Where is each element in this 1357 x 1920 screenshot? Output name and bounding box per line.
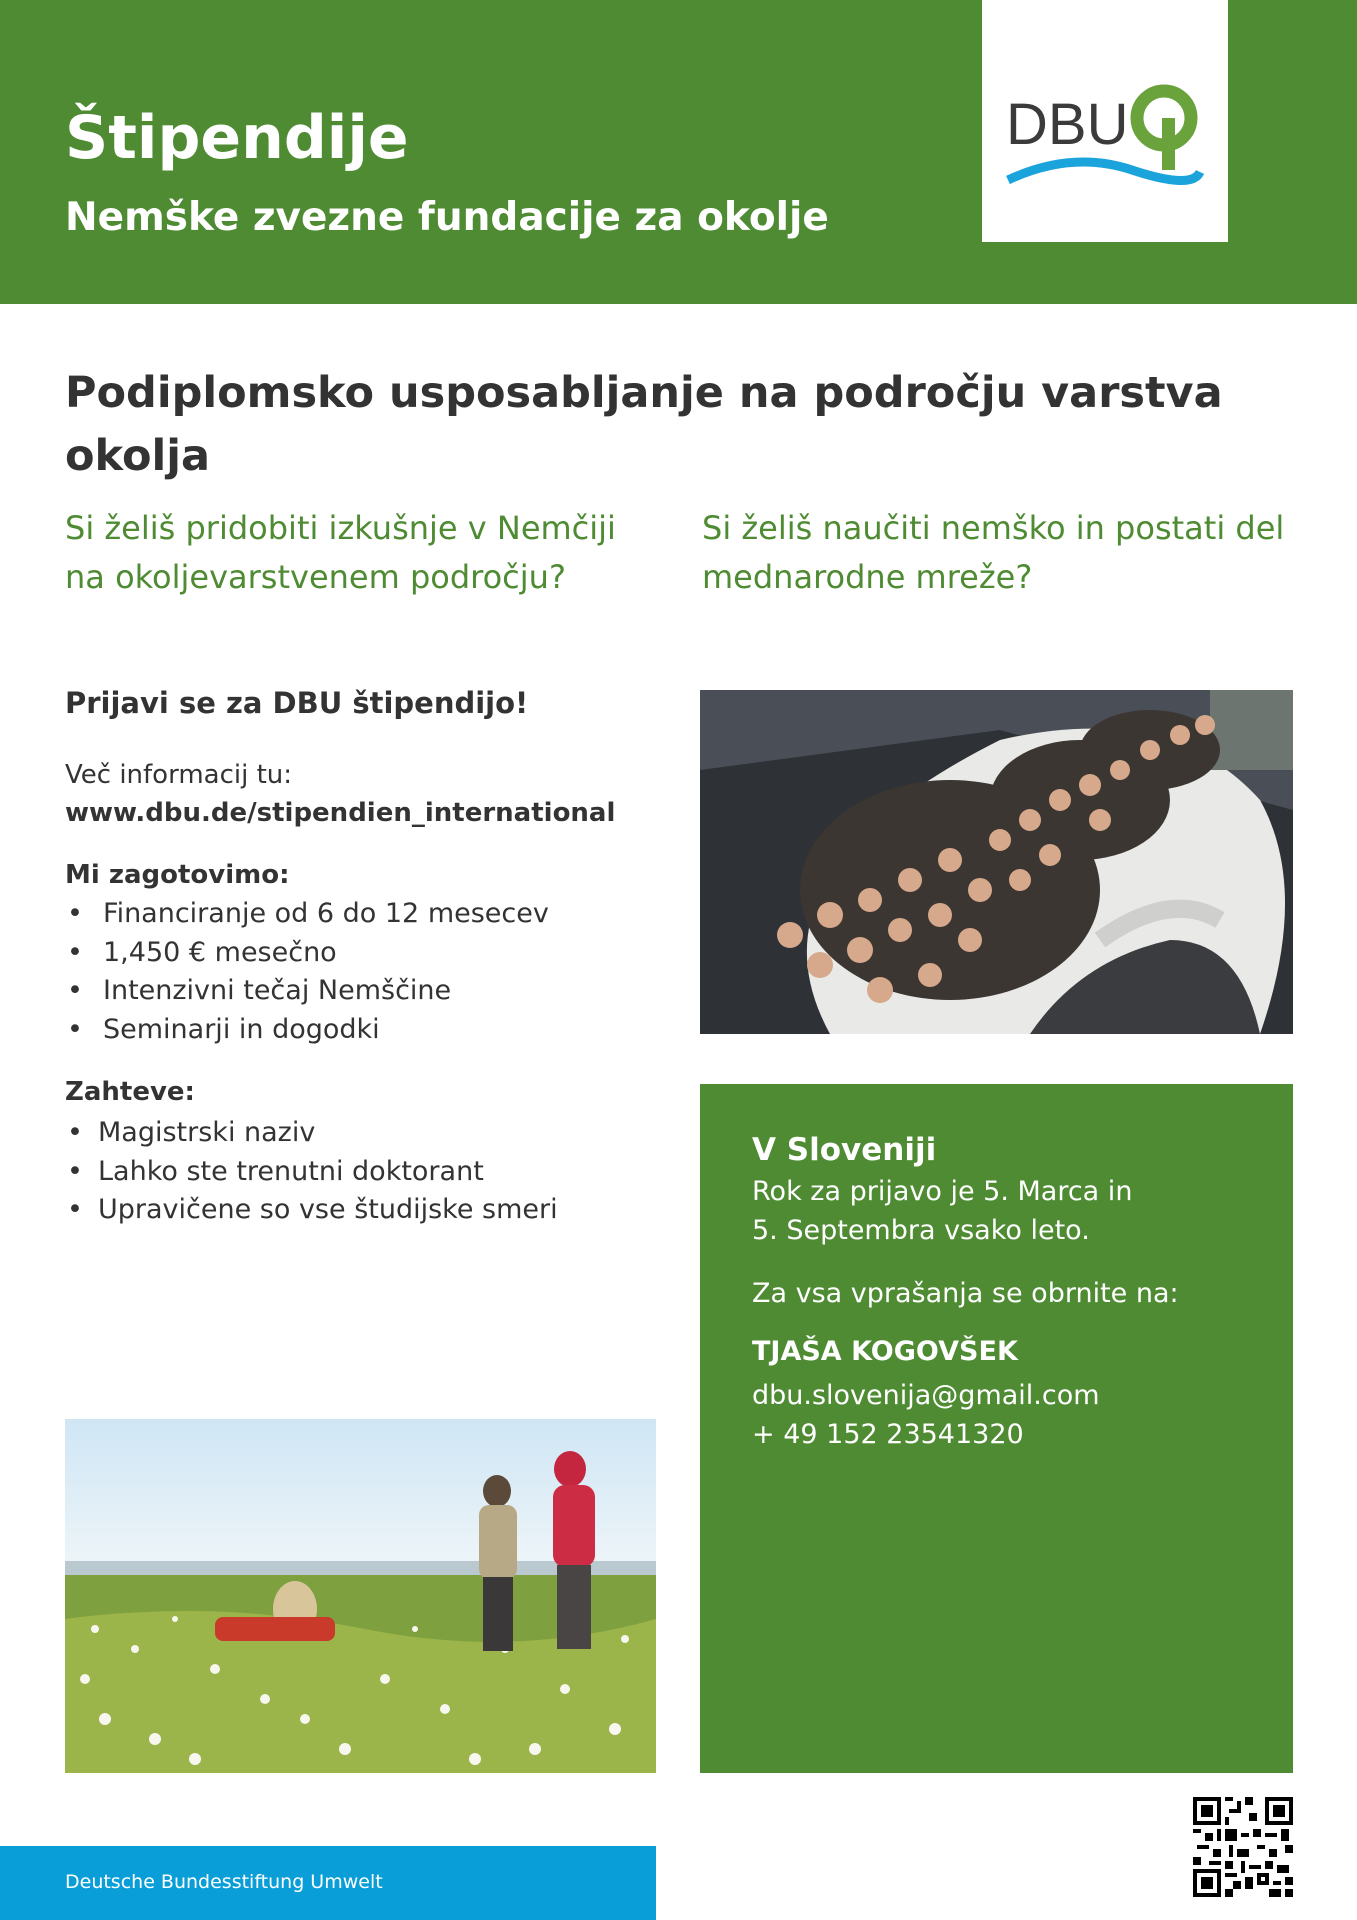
contact-intro: Za vsa vprašanja se obrnite na:: [752, 1278, 1179, 1309]
footer-organization: Deutsche Bundesstiftung Umwelt: [65, 1871, 383, 1893]
requirements-list: [65, 1114, 558, 1230]
contact-phone[interactable]: + 49 152 23541320: [752, 1419, 1024, 1450]
apply-title: Prijavi se za DBU štipendijo!: [65, 686, 529, 720]
header-banner: [0, 0, 1357, 304]
contact-email[interactable]: dbu.slovenija@gmail.com: [752, 1380, 1100, 1411]
field-photo: [65, 1419, 656, 1773]
more-info-url[interactable]: www.dbu.de/stipendien_international: [65, 798, 616, 828]
more-info: [65, 756, 615, 832]
list-item: • Magistrski naziv: [65, 1114, 558, 1153]
deadline-line-2: 5. Septembra vsako leto.: [752, 1215, 1090, 1246]
requirements-title: Zahteve:: [65, 1077, 195, 1107]
benefits-title: Mi zagotovimo:: [65, 860, 290, 890]
list-item: • Intenzivni tečaj Nemščine: [65, 972, 549, 1011]
list-item: • Financiranje od 6 do 12 mesecev: [65, 895, 549, 934]
more-info-label: Več informacij tu:: [65, 760, 293, 790]
info-box-title: V Sloveniji: [752, 1132, 937, 1168]
leaf-icon: [1137, 91, 1191, 170]
question-right: Si želiš naučiti nemško in postati del mednarodne mreže?: [702, 509, 1285, 596]
headline: Podiplomsko usposabljanje na področju varstva okolja: [65, 368, 1223, 481]
group-photo: [700, 690, 1293, 1034]
benefits-list: [65, 895, 549, 1049]
deadline-line-1: Rok za prijavo je 5. Marca in: [752, 1176, 1133, 1207]
contact-name: TJAŠA KOGOVŠEK: [752, 1336, 1018, 1367]
page-title: Štipendije: [65, 103, 409, 173]
question-left: Si želiš pridobiti izkušnje v Nemčiji na okoljevarstvenem področju?: [65, 509, 616, 596]
logo-text: DBU: [1006, 92, 1129, 157]
list-item: • 1,450 € mesečno: [65, 934, 549, 973]
footer-bar: [0, 1846, 656, 1920]
list-item: • Lahko ste trenutni doktorant: [65, 1153, 558, 1192]
page-subtitle: Nemške zvezne fundacije za okolje: [65, 195, 829, 240]
contact-details: [752, 1376, 1272, 1454]
info-box: [700, 1084, 1293, 1773]
dbu-logo-graphic: [982, 0, 1228, 242]
list-item: • Upravičene so vse študijske smeri: [65, 1191, 558, 1230]
deadline-text: [752, 1172, 1272, 1250]
qr-code[interactable]: [1193, 1797, 1293, 1897]
list-item: • Seminarji in dogodki: [65, 1011, 549, 1050]
dbu-logo: [982, 0, 1228, 242]
